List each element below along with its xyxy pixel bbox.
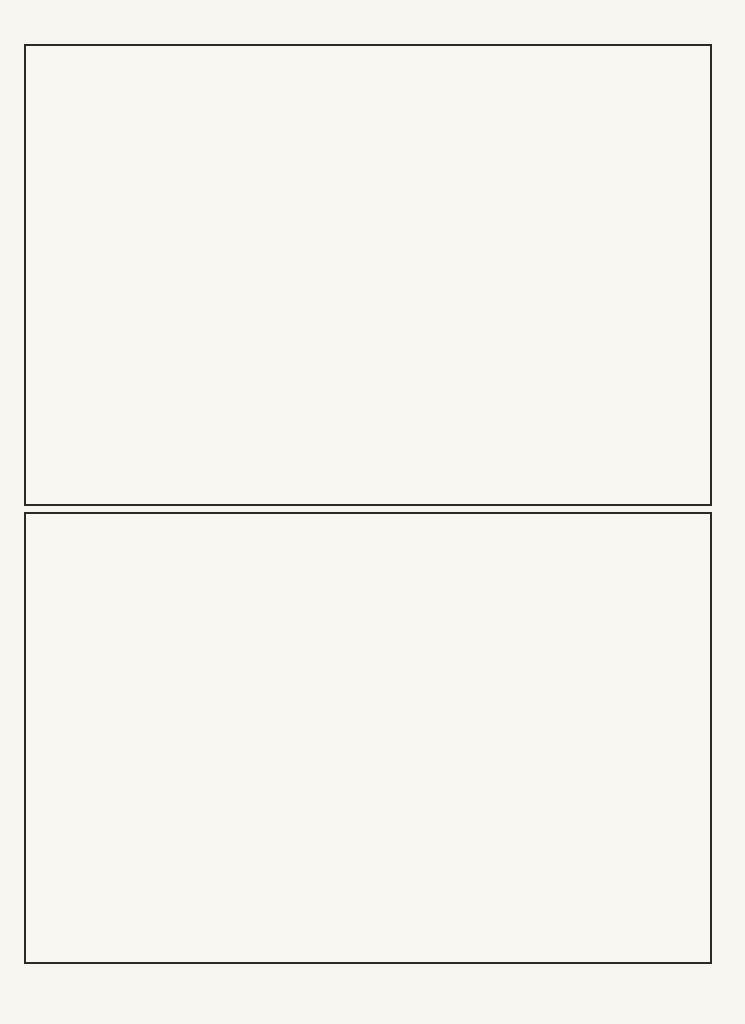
roster-table-lower — [24, 512, 712, 964]
roster-table-upper — [24, 44, 712, 506]
